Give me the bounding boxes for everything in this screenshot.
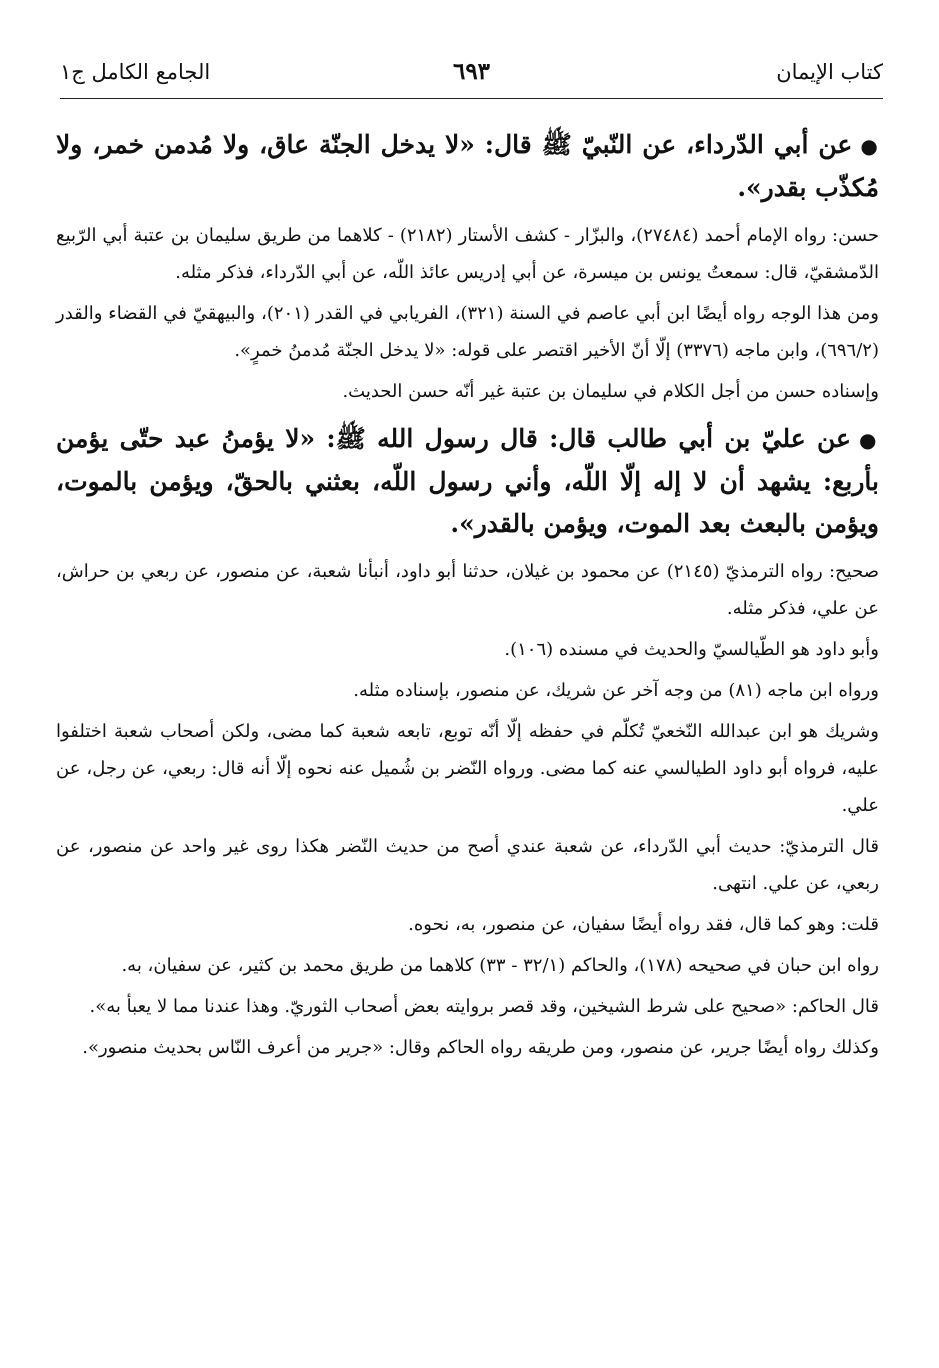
book-title: الجامع الكامل ج١	[60, 60, 211, 84]
hadith-paragraph	[56, 124, 879, 209]
page-body	[56, 116, 879, 1070]
commentary-paragraph: ورواه ابن ماجه (٨١) من وجه آخر عن شريك، عن منصور، بإسناده مثله.	[353, 680, 879, 701]
bullet-icon: ●	[860, 134, 879, 158]
page-header	[60, 52, 883, 99]
commentary-paragraph: حسن: رواه الإمام أحمد (٢٧٤٨٤)، والبزّار - كشف الأستار (٢١٨٢) - كلاهما من طريق سليمان بن عتبة أبي الرّبيع الدّمشقيّ، قال: سمعتُ يونس بن ميسرة، عن أبي إدريس عائذ اللّه، عن أبي الدّرداء، فذكر مثله.	[56, 225, 879, 283]
commentary-paragraph: وأبو داود هو الطّيالسيّ والحديث في مسنده (١٠٦).	[504, 639, 879, 660]
hadith-text: عن عليّ بن أبي طالب قال: قال رسول الله ﷺ: «لا يؤمنُ عبد حتّى يؤمن بأربع: يشهد أن لا إله إلّا اللّه، وأني رسول اللّه، بعثني بالحقّ، ويؤمن بالموت، ويؤمن بالبعث بعد الموت، ويؤمن بالقدر».	[56, 424, 879, 538]
commentary-paragraph: وشريك هو ابن عبدالله النّخعيّ تُكلّم في حفظه إلّا أنّه توبع، تابعه شعبة كما مضى، ولكن أصحاب شعبة اختلفوا عليه، فرواه أبو داود الطيالسي عنه كما مضى. ورواه النّضر بن شُميل عنه نحوه إلّا أنه قال: ربعي، عن رجل، عن علي.	[56, 721, 879, 816]
chapter-title: كتاب الإيمان	[776, 60, 883, 84]
hadith-paragraph	[56, 418, 879, 545]
page-number: ٦٩٣	[452, 58, 491, 85]
commentary-paragraph: قال الحاكم: «صحيح على شرط الشيخين، وقد قصر بروايته بعض أصحاب الثوريّ. وهذا عندنا مما لا يعبأ به».	[89, 996, 879, 1017]
commentary-paragraph: صحيح: رواه الترمذيّ (٢١٤٥) عن محمود بن غيلان، حدثنا أبو داود، أنبأنا شعبة، عن منصور، عن ربعي بن حراش، عن علي، فذكر مثله.	[56, 561, 879, 619]
commentary-paragraph: رواه ابن حبان في صحيحه (١٧٨)، والحاكم (٣٢/١ - ٣٣) كلاهما من طريق محمد بن كثير، عن سفيان، به.	[121, 955, 879, 976]
commentary-paragraph: وإسناده حسن من أجل الكلام في سليمان بن عتبة غير أنّه حسن الحديث.	[342, 381, 879, 402]
hadith-text: عن أبي الدّرداء، عن النّبيّ ﷺ قال: «لا يدخل الجنّة عاق، ولا مُدمن خمر، ولا مُكذّب بقدر».	[56, 130, 879, 202]
commentary-paragraph: قال الترمذيّ: حديث أبي الدّرداء، عن شعبة عندي أصح من حديث النّضر هكذا روى غير واحد عن منصور، عن ربعي، عن علي. انتهى.	[56, 836, 880, 894]
commentary-paragraph: قلت: وهو كما قال، فقد رواه أيضًا سفيان، عن منصور، به، نحوه.	[408, 914, 879, 935]
commentary-paragraph: وكذلك رواه أيضًا جرير، عن منصور، ومن طريقه رواه الحاكم وقال: «جرير من أعرف النّاس بحديث منصور».	[82, 1037, 879, 1058]
bullet-icon: ●	[858, 428, 880, 452]
commentary-paragraph: ومن هذا الوجه رواه أيضًا ابن أبي عاصم في السنة (٣٢١)، الفريابي في القدر (٢٠١)، والبيهقيّ في القضاء والقدر (٦٩٦/٢)، وابن ماجه (٣٣٧٦) إلّا أنّ الأخير اقتصر على قوله: «لا يدخل الجنّة مُدمنُ خمرٍ».	[56, 303, 879, 361]
